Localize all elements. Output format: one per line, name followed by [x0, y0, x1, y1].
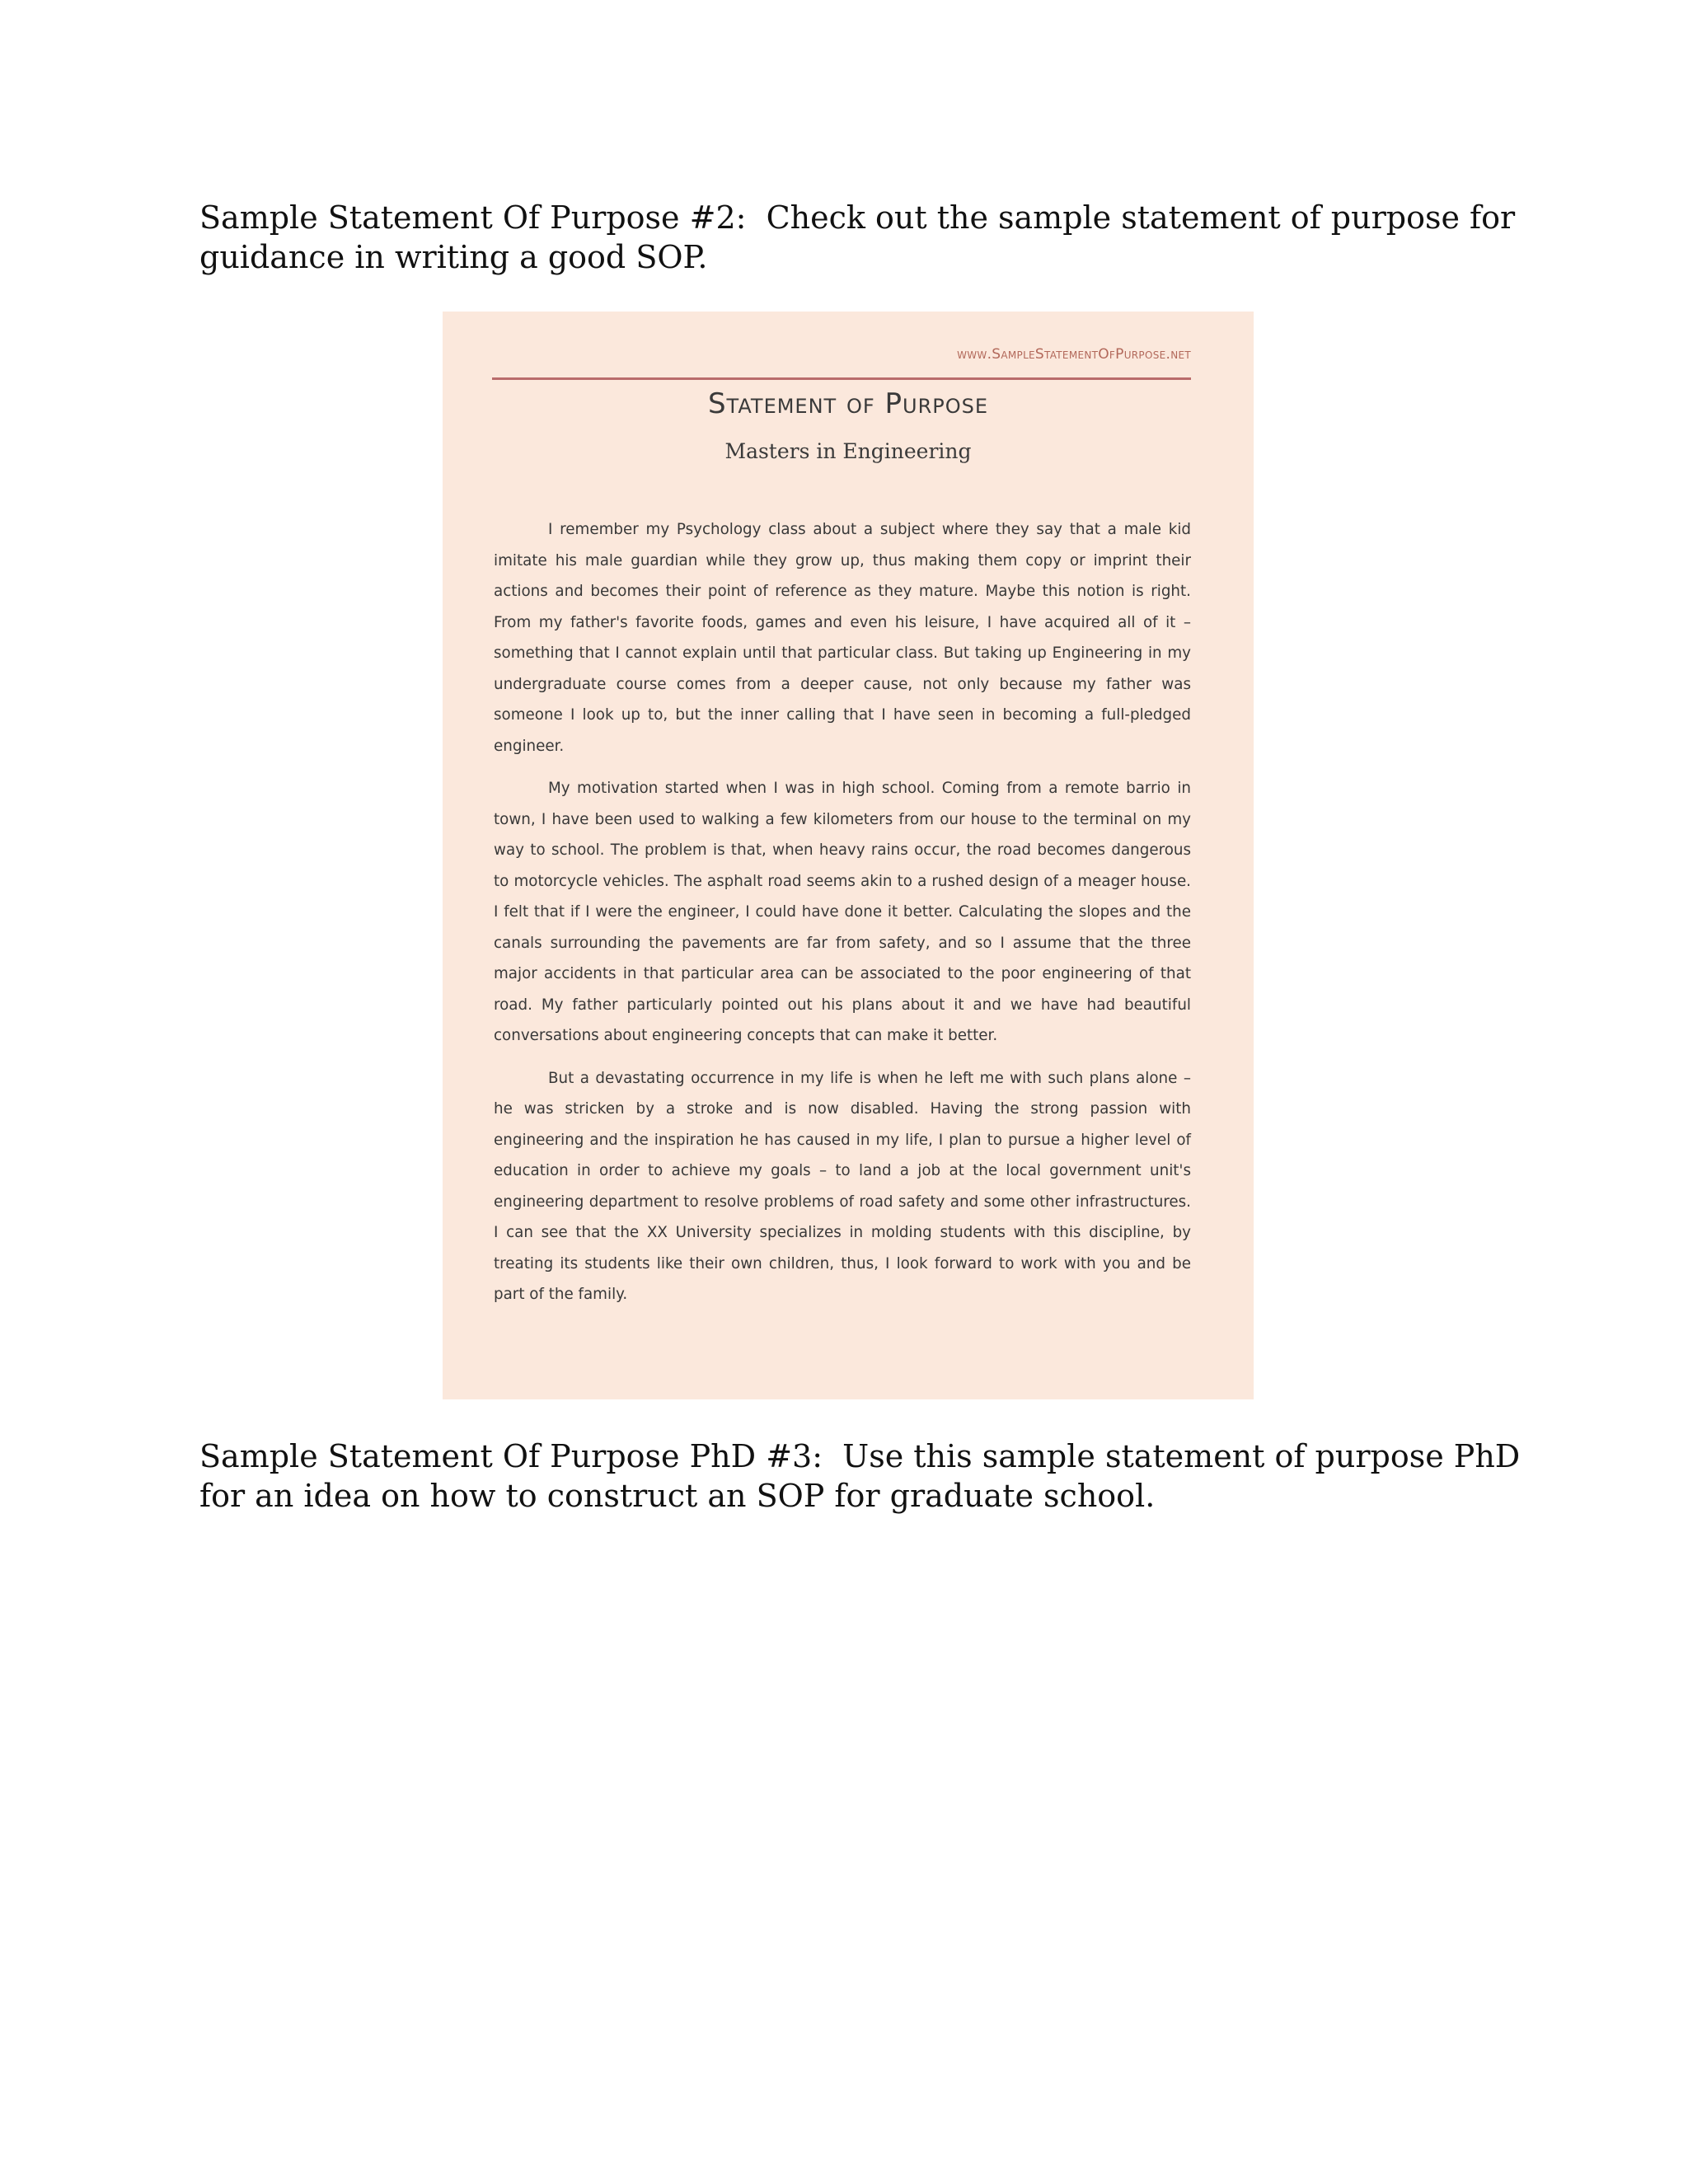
sop-subtitle: Masters in Engineering — [724, 439, 972, 463]
sop-title: Statement of Purpose — [707, 387, 989, 420]
sop-website-url: www.SampleStatementOfPurpose.net — [957, 346, 1191, 363]
intro-paragraph-sop-phd-3: Sample Statement Of Purpose PhD #3: Use this sample statement of purpose PhD for an idea on how to construct an SOP for graduate school. — [199, 1438, 1531, 1514]
sop-body — [494, 514, 1191, 1322]
sop-paragraph-3: But a devastating occurrence in my life is when he left me with such plans alone – he was stricken by a stroke and is now disabled. Having the strong passion with engineering and the inspiration he has caused in my life, I plan to pursue a higher level of education in order to achieve my goals – to land a job at the local government unit's engineering department to resolve problems of road safety and some other infrastructures. I can see that the XX University specializes in molding students with this discipline, by treating its students like their own children, thus, I look forward to work with you and be part of the family. — [494, 1069, 1191, 1303]
sop-paragraph-2: My motivation started when I was in high school. Coming from a remote barrio in town, I have been used to walking a few kilometers from our house to the terminal on my way to school. The problem is that, when heavy rains occur, the road becomes dangerous to motorcycle vehicles. The asphalt road seems akin to a rushed design of a meager house. I felt that if I were the engineer, I could have done it better. Calculating the slopes and the canals surrounding the pavements are far from safety, and so I assume that the three major accidents in that particular area can be associated to the poor engineering of that road. My father particularly pointed out his plans about it and we have had beautiful conversations about engineering concepts that can make it better. — [494, 780, 1191, 1044]
sop-paragraph-1: I remember my Psychology class about a subject where they say that a male kid imitate his male guardian while they grow up, thus making them copy or imprint their actions and becomes their point of reference as they mature. Maybe this notion is right. From my father's favorite foods, games and even his leisure, I have acquired all of it – something that I cannot explain until that particular class. But taking up Engineering in my undergraduate course comes from a deeper cause, not only because my father was someone I look up to, but the inner calling that I have seen in becoming a full-pledged engineer. — [494, 521, 1191, 755]
header-divider — [492, 377, 1191, 380]
sop-sample-image — [443, 312, 1254, 1399]
intro-paragraph-sop-2: Sample Statement Of Purpose #2: Check out the sample statement of purpose for guidance in writing a good SOP. — [199, 199, 1526, 275]
